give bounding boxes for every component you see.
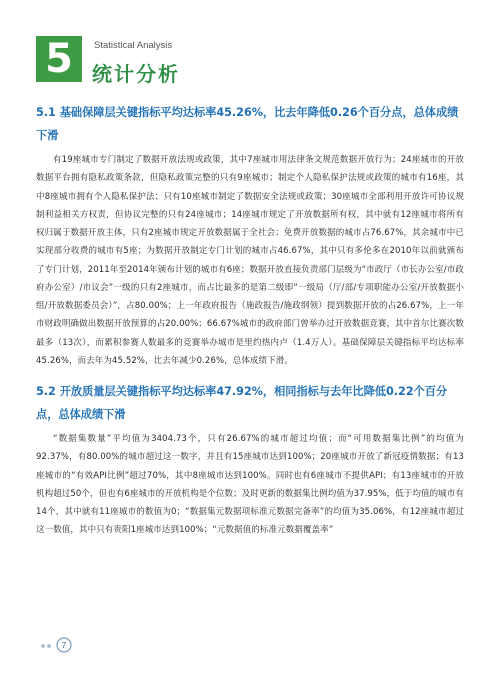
page-number-badge — [38, 635, 78, 655]
chapter-title-en: Statistical Analysis — [94, 40, 173, 51]
section-body-5-1: 有19座城市专门制定了数据开放法规或政策，其中7座城市用法律条文规范数据开放行为；24座城市的开放数据平台拥有隐私政策条款，但隐私政策完整的只有9座城市；制定个人隐私保护法规或政策的城市有16座，其中8座城市拥有个人隐私保护法；只有10座城市制定了数据安全法规或政策；30座城市全部利用开放许可协议规制利益相关方权责，但协议完整的只有24座城市；14座城市规定了开放数据所有权，其中就有12座城市将所有权归属于数据开放主体，只有2座城市规定开放数据属于全社会；免费开放数据的城市占76.67%，其余城市中已实现部分收费的城市有5座；为数据开放制定专门计划的城市占46.67%，其中只有多伦多在2010年以前就颁布了专门计划，2011年至2014年颁布计划的城市有6座；数据开放直接负责部门层级为“市政厅（市长办公室/市政府办公室）/市议会”一级的只有2座城市，而占比最多的是第二级即“一级局（厅/部/专项职能办公室/开放数据小组/开放数据委员会）”，占80.00%；上一年政府报告（施政报告/施政纲领）提到数据开放的占26.67%，上一年市财政明确做出数据开放预算的占20.00%；66.67%城市的政府部门曾举办过开放数据竞赛，其中首尔比赛次数最多（13次），而累积参赛人数最多的竞赛举办城市是里约热内卢（1.4万人）。基础保障层关键指标平均达标率45.26%，而去年为45.52%，比去年减少0.26%，总体成绩下滑。 — [36, 155, 464, 366]
chapter-title-zh: 统计分析 — [92, 62, 180, 86]
footer-dot-icon — [47, 644, 51, 648]
footer-dot-icon — [41, 644, 45, 648]
page-number: 7 — [61, 641, 67, 650]
section-heading-5-2: 5.2 开放质量层关键指标平均达标率47.92%，相同指标与去年比降低0.22个百分点，总体成绩下滑 — [36, 385, 448, 421]
chapter-number: 5 — [36, 36, 82, 82]
content-area — [36, 101, 464, 540]
section-heading-5-1: 5.1 基础保障层关键指标平均达标率45.26%，比去年降低0.26个百分点，总体成绩下滑 — [36, 106, 459, 142]
section-body-5-2: “数据集数量”平均值为3404.73个，只有26.67%的城市超过均值；而“可用数据集比例”的均值为92.37%，有80.00%的城市超过这一数字，并且有15座城市达到100%；20座城市开放了新冠疫情数据；有13座城市的“有效API比例”超过70%，其中8座城市达到100%。同时也有6座城市不提供API；有13座城市的开放机构超过50个，但也有6座城市的开放机构是个位数；及时更新的数据集比例均值为37.95%，低于均值的城市有14个，其中就有11座城市的数值为0；“数据集元数据项标准元数据完备率”的均值为35.06%，有12座城市超过这一数值，其中只有贵阳1座城市达到100%；“元数据值的标准元数据覆盖率” — [36, 434, 464, 536]
